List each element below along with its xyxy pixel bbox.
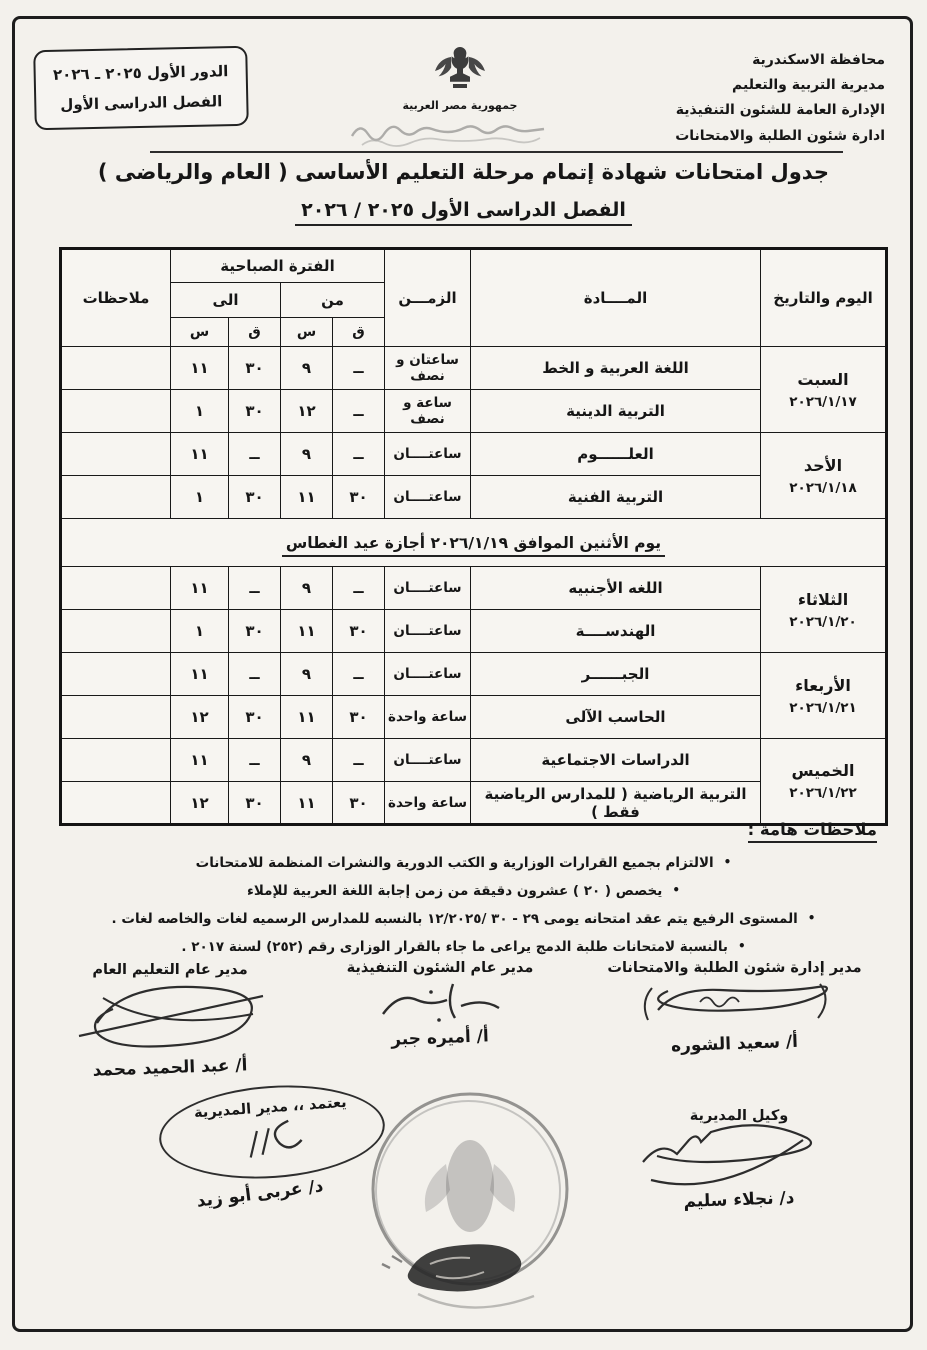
note-item: •الالتزام بجميع القرارات الوزارية و الكتب الدورية والنشرات المنظمة للامتحانات <box>195 855 732 871</box>
to-hour-cell: ١١ <box>170 433 228 476</box>
from-hour-cell: ٩ <box>281 653 333 696</box>
signature-scribble <box>65 978 275 1058</box>
signature-title: مدير إدارة شئون الطلبة والامتحانات <box>607 960 862 976</box>
from-hour-cell: ١١ <box>281 610 333 653</box>
eagle-emblem <box>429 44 491 94</box>
duration-cell: ساعتــــان <box>385 433 471 476</box>
notes-cell <box>60 390 170 433</box>
to-hour-cell: ١١ <box>170 739 228 782</box>
duration-cell: ساعة و نصف <box>385 390 471 433</box>
duration-cell: ساعتــــان <box>385 476 471 519</box>
subject-cell: التربية الفنية <box>471 476 761 519</box>
signature-deputy <box>619 1108 859 1210</box>
to-minute-cell: ٣٠ <box>229 390 281 433</box>
signature-scribble <box>629 1124 849 1190</box>
from-hour-cell: ٩ <box>281 567 333 610</box>
table-row <box>60 653 886 696</box>
exam-schedule-table <box>59 247 888 826</box>
table-row <box>60 567 886 610</box>
emblem-caption: جمهورية مصر العربية <box>402 99 518 112</box>
duration-cell: ساعتــــان <box>385 567 471 610</box>
signature-executive <box>300 960 580 1048</box>
signature-title: مدير عام الشئون التنفيذية <box>346 960 534 976</box>
subject-cell: العلــــــوم <box>471 433 761 476</box>
notes-cell <box>60 653 170 696</box>
col-header-to-minute: ق <box>229 318 281 347</box>
letterhead-scribble <box>348 114 573 152</box>
col-header-to-hour: س <box>170 318 228 347</box>
from-minute-cell: ــ <box>333 433 385 476</box>
letterhead <box>620 48 885 149</box>
signature-approval <box>135 1086 385 1212</box>
from-minute-cell: ٣٠ <box>333 696 385 739</box>
holiday-row <box>60 519 886 567</box>
duration-cell: ساعة واحدة <box>385 696 471 739</box>
from-minute-cell: ــ <box>333 347 385 390</box>
bullet-icon: • <box>723 855 732 869</box>
note-item: •بالنسبة لامتحانات طلبة الدمج يراعى ما جاء بالقرار الوزارى رقم (٢٥٢) لسنة ٢٠١٧ . <box>181 939 746 955</box>
col-header-subject: المــــادة <box>471 249 761 347</box>
from-minute-cell: ــ <box>333 567 385 610</box>
to-minute-cell: ٣٠ <box>229 347 281 390</box>
session-term: الفصل الدراسى الأول <box>60 92 223 114</box>
notes-cell <box>60 476 170 519</box>
col-header-to: الى <box>170 283 280 318</box>
signature-name: أ/ أميره جبر <box>390 1026 490 1050</box>
day-cell: الخميس ٢٠٢٦/١/٢٢ <box>761 739 887 825</box>
from-hour-cell: ١١ <box>281 476 333 519</box>
to-minute-cell: ٣٠ <box>229 476 281 519</box>
signature-general-education <box>25 962 315 1081</box>
col-header-day: اليوم والتاريخ <box>761 249 887 347</box>
bullet-icon: • <box>807 911 816 925</box>
holiday-cell: يوم الأثنين الموافق ٢٠٢٦/١/١٩ أجازة عيد الغطاس <box>60 519 886 567</box>
subject-cell: الحاسب الآلى <box>471 696 761 739</box>
bullet-icon: • <box>672 883 680 897</box>
signature-name: د/ عربى أبو زيد <box>195 1176 325 1212</box>
duration-cell: ساعتــــان <box>385 610 471 653</box>
state-emblem-block <box>330 44 590 156</box>
table-row <box>60 433 886 476</box>
col-header-from-hour: س <box>281 318 333 347</box>
day-cell: السبت ٢٠٢٦/١/١٧ <box>761 347 887 433</box>
notes-cell <box>60 610 170 653</box>
to-hour-cell: ١٢ <box>170 782 228 825</box>
day-cell: الأربعاء ٢٠٢٦/١/٢١ <box>761 653 887 739</box>
from-hour-cell: ١١ <box>281 696 333 739</box>
duration-cell: ساعة واحدة <box>385 782 471 825</box>
signature-scribble <box>630 976 840 1034</box>
to-minute-cell: ــ <box>229 739 281 782</box>
letterhead-line-3: الإدارة العامة للشئون التنفيذية <box>675 102 885 119</box>
notes-title: ملاحظات هامة : <box>748 820 877 843</box>
subject-cell: التربية الدينية <box>471 390 761 433</box>
session-box <box>33 46 249 130</box>
bullet-icon: • <box>737 939 746 953</box>
subject-cell: الجبــــــر <box>471 653 761 696</box>
col-header-from-minute: ق <box>333 318 385 347</box>
subject-cell: الدراسات الاجتماعية <box>471 739 761 782</box>
signature-title: يعتمد ،، مدير المديرية <box>193 1094 348 1122</box>
signature-name: أ/ سعيد الشوره <box>670 1031 799 1057</box>
subject-cell: اللغة العربية و الخط <box>471 347 761 390</box>
col-header-morning-period: الفترة الصباحية <box>170 249 384 283</box>
to-hour-cell: ١١ <box>170 347 228 390</box>
subject-cell: الهندســــة <box>471 610 761 653</box>
signature-students-affairs <box>582 960 887 1057</box>
from-minute-cell: ٣٠ <box>333 610 385 653</box>
from-minute-cell: ٣٠ <box>333 782 385 825</box>
note-item: •المستوى الرفيع يتم عقد امتحانه يومى ٢٩ - ٣٠ /١٢/٢٠٢٥ بالنسبه للمدارس الرسميه لغات والخاصه لغات . <box>111 911 816 927</box>
from-hour-cell: ٩ <box>281 433 333 476</box>
duration-cell: ساعتــــان <box>385 739 471 782</box>
to-hour-cell: ١ <box>170 610 228 653</box>
col-header-duration: الزمـــن <box>385 249 471 347</box>
table-row <box>60 739 886 782</box>
from-hour-cell: ٩ <box>281 739 333 782</box>
header-rule <box>150 151 843 153</box>
notes-cell <box>60 567 170 610</box>
signature-scribble <box>226 1113 319 1163</box>
from-minute-cell: ــ <box>333 390 385 433</box>
from-hour-cell: ١١ <box>281 782 333 825</box>
signature-title: مدير عام التعليم العام <box>92 962 248 978</box>
document-title: جدول امتحانات شهادة إتمام مرحلة التعليم الأساسى ( العام والرياضى ) <box>97 160 830 184</box>
document-subtitle: الفصل الدراسى الأول ٢٠٢٥ / ٢٠٢٦ <box>60 199 867 221</box>
signature-name: د/ نجلاء سليم <box>683 1188 795 1212</box>
from-minute-cell: ــ <box>333 653 385 696</box>
to-hour-cell: ١٢ <box>170 696 228 739</box>
important-notes <box>40 820 887 955</box>
table-row <box>60 347 886 390</box>
session-round: الدور الأول ٢٠٢٥ ـ ٢٠٢٦ <box>52 62 229 84</box>
letterhead-line-2: مديرية التربية والتعليم <box>732 77 885 94</box>
to-hour-cell: ١ <box>170 476 228 519</box>
duration-cell: ساعتــــان <box>385 653 471 696</box>
notes-cell <box>60 347 170 390</box>
to-hour-cell: ١ <box>170 390 228 433</box>
to-hour-cell: ١١ <box>170 653 228 696</box>
day-cell: الأحد ٢٠٢٦/١/١٨ <box>761 433 887 519</box>
official-stamp <box>358 1086 582 1316</box>
subject-cell: التربية الرياضية ( للمدارس الرياضية فقط ) <box>471 782 761 825</box>
letterhead-line-4: ادارة شئون الطلبة والامتحانات <box>675 127 885 144</box>
from-hour-cell: ١٢ <box>281 390 333 433</box>
col-header-from: من <box>281 283 385 318</box>
to-hour-cell: ١١ <box>170 567 228 610</box>
signature-name: أ/ عبد الحميد محمد <box>92 1055 248 1081</box>
signature-title: وكيل المديرية <box>689 1108 789 1124</box>
to-minute-cell: ٣٠ <box>229 696 281 739</box>
duration-cell: ساعتان و نصف <box>385 347 471 390</box>
from-minute-cell: ــ <box>333 739 385 782</box>
notes-cell <box>60 696 170 739</box>
to-minute-cell: ٣٠ <box>229 782 281 825</box>
from-hour-cell: ٩ <box>281 347 333 390</box>
to-minute-cell: ــ <box>229 433 281 476</box>
signature-scribble <box>365 976 515 1028</box>
notes-cell <box>60 739 170 782</box>
subject-cell: اللغه الأجنبيه <box>471 567 761 610</box>
to-minute-cell: ٣٠ <box>229 610 281 653</box>
to-minute-cell: ــ <box>229 567 281 610</box>
day-cell: الثلاثاء ٢٠٢٦/١/٢٠ <box>761 567 887 653</box>
approval-oval <box>156 1078 388 1186</box>
stamp-graphic <box>358 1086 582 1316</box>
notes-cell <box>60 433 170 476</box>
note-item: •يخصص ( ٢٠ ) عشرون دقيقة من زمن إجابة اللغة العربية للإملاء <box>247 883 680 899</box>
from-minute-cell: ٣٠ <box>333 476 385 519</box>
letterhead-line-1: محافظة الاسكندرية <box>752 52 885 68</box>
notes-cell <box>60 782 170 825</box>
col-header-notes: ملاحظات <box>60 249 170 347</box>
to-minute-cell: ــ <box>229 653 281 696</box>
